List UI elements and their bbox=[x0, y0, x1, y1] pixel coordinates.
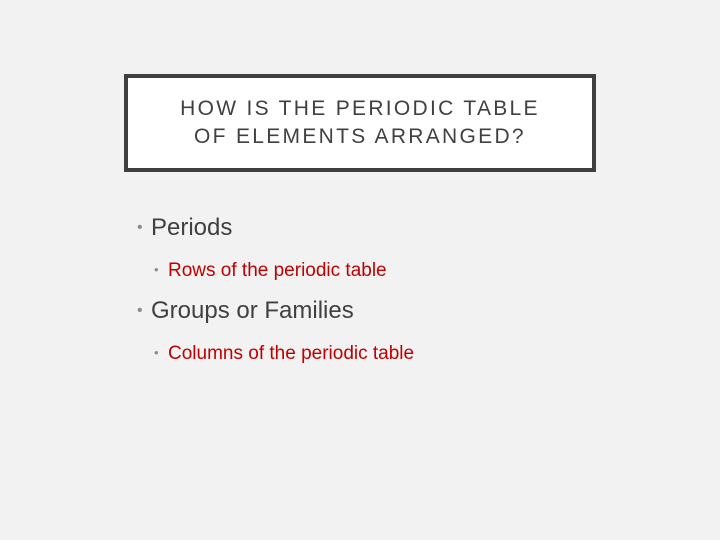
sub-bullet-columns-text: Columns of the periodic table bbox=[168, 343, 415, 364]
sub-bullet-marker: • bbox=[154, 262, 159, 277]
sub-bullet-rows-text: Rows of the periodic table bbox=[168, 260, 387, 281]
bullet-periods-text: Periods bbox=[151, 214, 233, 241]
sub-bullet-marker: • bbox=[154, 345, 159, 360]
slide-title bbox=[180, 95, 540, 151]
sub-bullet-columns bbox=[154, 340, 414, 367]
sub-bullet-rows bbox=[154, 257, 387, 284]
bullet-marker: • bbox=[137, 302, 143, 319]
title-line-1: HOW IS THE PERIODIC TABLE bbox=[180, 97, 540, 120]
bullet-periods bbox=[137, 212, 232, 244]
bullet-marker: • bbox=[137, 219, 143, 236]
title-box bbox=[124, 74, 596, 172]
bullet-groups-text: Groups or Families bbox=[151, 297, 354, 324]
title-line-2: OF ELEMENTS ARRANGED? bbox=[194, 125, 526, 148]
bullet-groups bbox=[137, 295, 354, 327]
